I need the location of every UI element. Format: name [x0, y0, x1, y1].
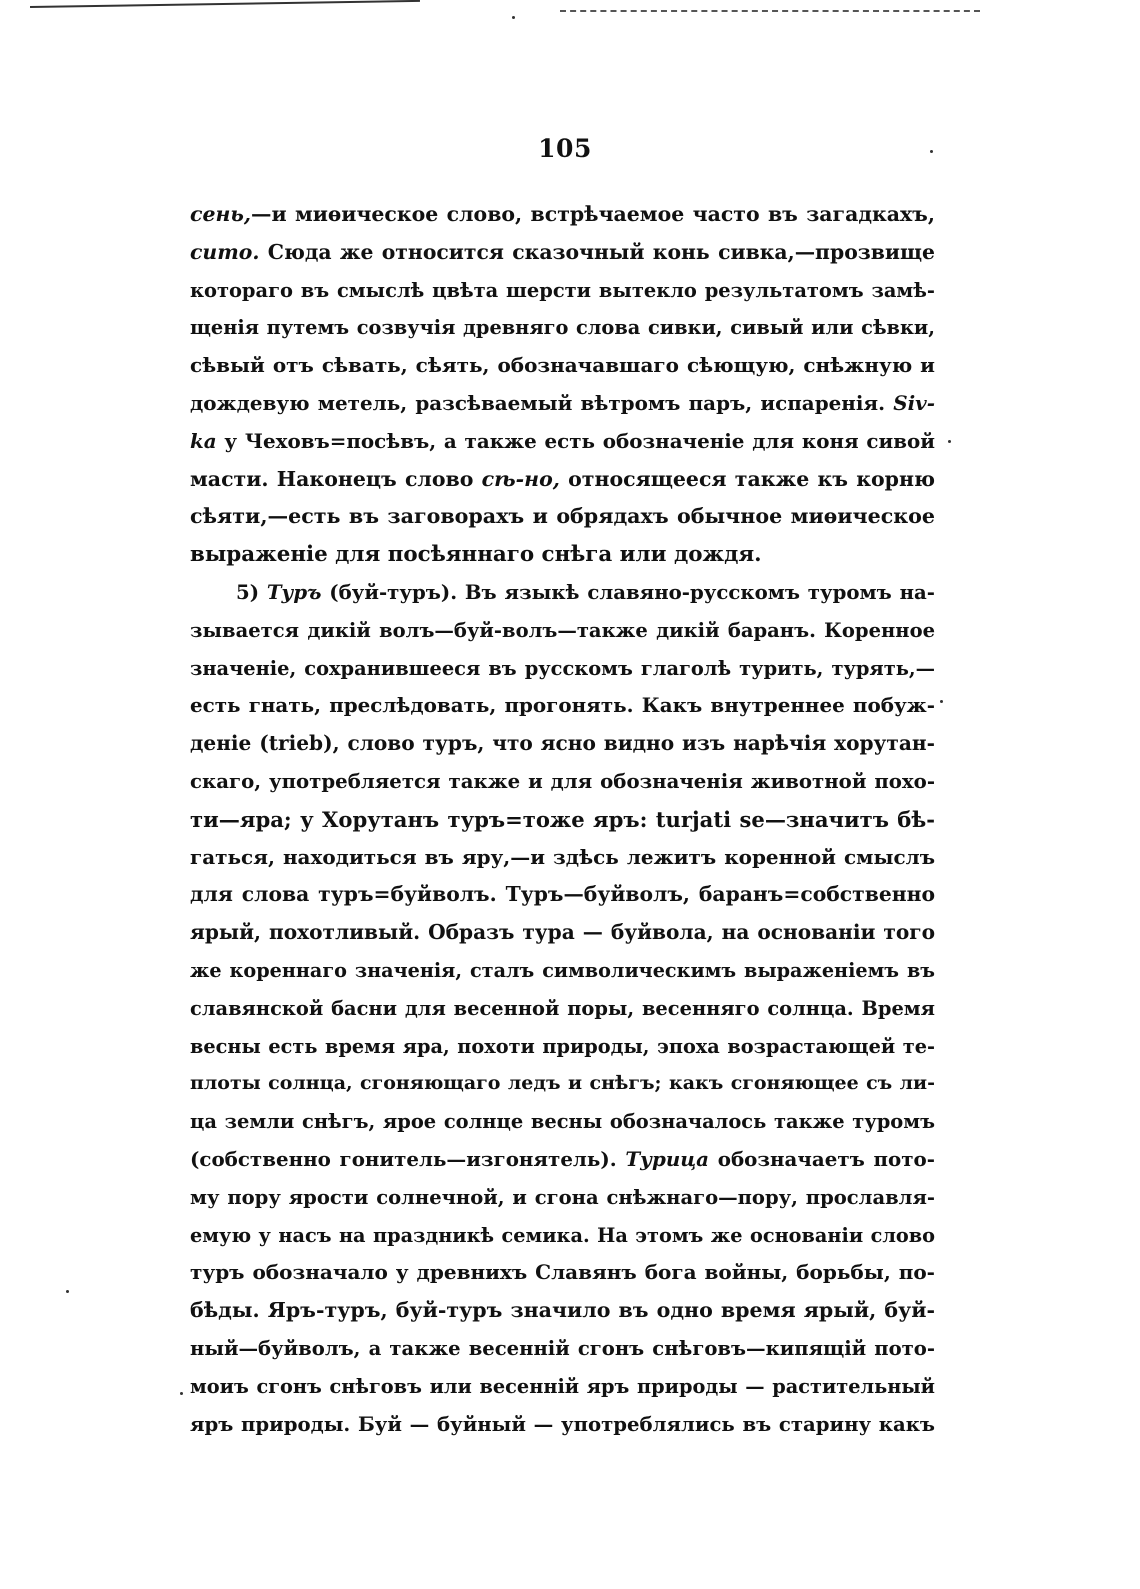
text-line: щенія путемъ созвучія древняго слова сивки, сивый или сѣвки,: [190, 316, 935, 340]
text-line: сень,—и миѳическое слово, встрѣчаемое часто въ загадкахъ,: [190, 202, 935, 226]
text-line: деніе (trieb), слово туръ, что ясно видно изъ нарѣчія хорутан-: [190, 731, 935, 756]
text-line: сѣвый отъ сѣвать, сѣять, обозначавшаго сѣющую, снѣжную и: [190, 353, 935, 378]
scan-speck: [66, 1290, 69, 1293]
top-edge-dashed-rule: [560, 10, 980, 12]
text-line: ka у Чеховъ=посѣвъ, а также есть обозначеніе для коня сивой: [190, 428, 935, 453]
text-line: скаго, употребляется также и для обозначенія животной похо-: [190, 768, 935, 793]
text-line: значеніе, сохранившееся въ русскомъ глаголѣ турить, турять,—: [190, 656, 935, 680]
text-line: ярый, похотливый. Образъ тура — буйвола, на основаніи того: [190, 920, 935, 945]
text-line: плоты солнца, сгоняющаго ледъ и снѣгъ; какъ сгоняющее съ ли-: [190, 1072, 935, 1095]
text-line: же кореннаго значенія, сталъ символическимъ выраженіемъ въ: [190, 958, 935, 982]
text-line: зывается дикій волъ—буй-волъ—также дикій баранъ. Коренное: [190, 618, 935, 642]
text-line: ти—яра; у Хорутанъ туръ=тоже яръ: turjati se—значитъ бѣ-: [190, 806, 935, 832]
scan-speck: [512, 16, 515, 19]
text-line: емую у насъ на праздникѣ семика. На этомъ же основаніи слово: [190, 1223, 935, 1247]
text-line: котораго въ смыслѣ цвѣта шерсти вытекло результатомъ замѣ-: [190, 278, 935, 302]
text-line: есть гнать, преслѣдовать, прогонять. Какъ внутреннее побуж-: [190, 693, 935, 718]
text-line: туръ обозначало у древнихъ Славянъ бога войны, борьбы, по-: [190, 1260, 935, 1285]
text-line: бѣды. Яръ-туръ, буй-туръ значило въ одно время ярый, буй-: [190, 1298, 935, 1323]
scan-speck: [180, 1392, 183, 1395]
text-line: (собственно гонитель—изгонятель). Турица обозначаетъ пото-: [190, 1146, 935, 1171]
text-line: сито. Сюда же относится сказочный конь сивка,—прозвище: [190, 239, 935, 264]
text-line: моиъ сгонъ снѣговъ или весенній яръ природы — растительный: [190, 1374, 935, 1398]
text-line: для слова туръ=буйволъ. Туръ—буйволъ, баранъ=собственно: [190, 882, 935, 907]
text-line: дождевую метель, разсѣваемый вѣтромъ паръ, испаренія. Sіv-: [190, 390, 935, 415]
text-line: весны есть время яра, похоти природы, эпоха возрастающей те-: [190, 1034, 935, 1058]
text-line: му пору ярости солнечной, и сгона снѣжнаго—пору, прославля-: [190, 1185, 935, 1209]
body-text: [190, 196, 935, 1443]
text-line: сѣяти,—есть въ заговорахъ и обрядахъ обычное миѳическое: [190, 504, 935, 529]
text-line: яръ природы. Буй — буйный — употреблялись въ старину какъ: [190, 1412, 935, 1436]
scan-speck: [940, 700, 943, 703]
text-line: гаться, находиться въ яру,—и здѣсь лежитъ коренной смыслъ: [190, 844, 935, 869]
text-line: ца земли снѣгъ, ярое солнце весны обозначалось также туромъ: [190, 1110, 935, 1134]
text-line: славянской басни для весенной поры, весенняго солнца. Время: [190, 996, 935, 1020]
page-number: 105: [538, 134, 592, 163]
paragraph-end-line: выраженіе для посѣяннаго снѣга или дождя.: [190, 542, 762, 568]
paragraph-start-line: 5) Туръ (буй-туръ). Въ языкѣ славяно-русскомъ туромъ на-: [236, 579, 935, 604]
scan-speck: [948, 440, 951, 443]
top-edge-rule: [30, 0, 420, 8]
text-line: масти. Наконецъ слово сѣ-но, относящееся также къ корню: [190, 466, 935, 491]
text-line: ный—буйволъ, а также весенній сгонъ снѣговъ—кипящій пото-: [190, 1336, 935, 1360]
